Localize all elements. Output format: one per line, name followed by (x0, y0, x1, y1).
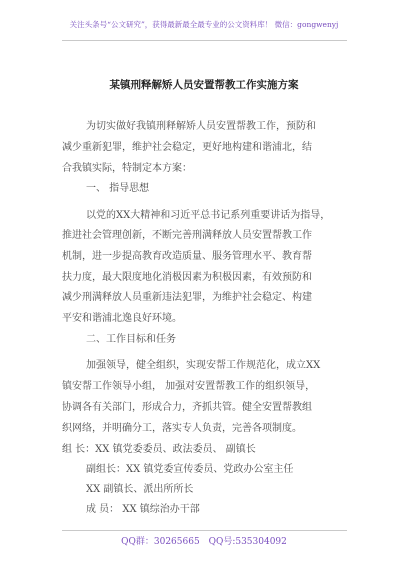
deputy-leader-line (86, 480, 193, 501)
paragraph-line: 减少刑满释放人员重新违法犯罪，为维护社会稳定、构建 (62, 292, 312, 304)
footer-divider (62, 530, 347, 531)
leader-line (86, 460, 293, 481)
header-divider (62, 40, 347, 41)
member-line: 副组长：XX 镇党委宣传委员、党政办公室主任 (86, 464, 294, 475)
document-title: 某镇刑释解矫人员安置帮教工作实施方案 (109, 79, 299, 91)
paragraph-line: 推进社会管理创新，不断完善刑满释放人员安置帮教工作 (62, 230, 312, 241)
paragraph-line: 以党的XX大精神和习近平总书记系列重要讲话为指导， (86, 210, 331, 221)
paragraph-line: 镇安帮工作领导小组， 加强对安置帮教工作的组织领导， (62, 381, 316, 392)
section-heading: 一、 指导思想 (86, 183, 150, 194)
qq-group-text: QQ群：30265665 (121, 537, 200, 547)
paragraph-line: 加强领导，健全组织，实现安帮工作规范化，成立XX (86, 360, 321, 371)
paragraph-line: 协调各有关部门，形成合力，齐抓共管。健全安置帮教组 (62, 402, 312, 413)
paragraph-line: 合我镇实际，特制定本方案： (62, 162, 192, 174)
deputy-leader-2-line (86, 500, 200, 521)
header-banner: 关注头条号“公文研究”，获得最新最全最专业的公文资料库！ 微信：gongwenyj (69, 20, 339, 29)
member-line: 成 员： XX 镇综治办干部 (86, 504, 200, 515)
task-paragraph-cont (62, 376, 315, 460)
paragraph-line: 为切实做好我镇刑释解矫人员安置帮教工作，预防和 (86, 121, 316, 132)
guiding-paragraph-cont (62, 226, 312, 330)
paragraph-line: 机制，进一步提高教育改造质量、服务管理水平、教育帮 (62, 250, 312, 262)
paragraph-line: 组 长：XX 镇党委委员、政法委员、 副镇长 (62, 444, 256, 455)
paragraph-line: 减少重新犯罪，维护社会稳定，更好地构建和谐浦北，结 (62, 142, 312, 153)
task-paragraph (86, 356, 320, 377)
paragraph-line: 织网络，并明确分工，落实专人负责，完善各项制度。 (62, 423, 302, 434)
qq-number-text: QQ号:535304092 (208, 537, 287, 547)
guiding-paragraph (86, 206, 330, 227)
intro-paragraph-cont (62, 138, 312, 179)
section-heading-2 (86, 330, 176, 351)
paragraph-line: 平安和谐浦北逸良好环境。 (62, 313, 182, 325)
footer-contact (0, 534, 408, 547)
member-line: XX 副镇长、派出所所长 (86, 484, 194, 495)
paragraph-line: 扶力度，最大限度地化消极因素为积极因素，有效预防和 (62, 271, 312, 283)
intro-paragraph (86, 117, 316, 138)
section-heading-1 (86, 179, 149, 200)
section-heading: 二、工作目标和任务 (86, 334, 176, 345)
